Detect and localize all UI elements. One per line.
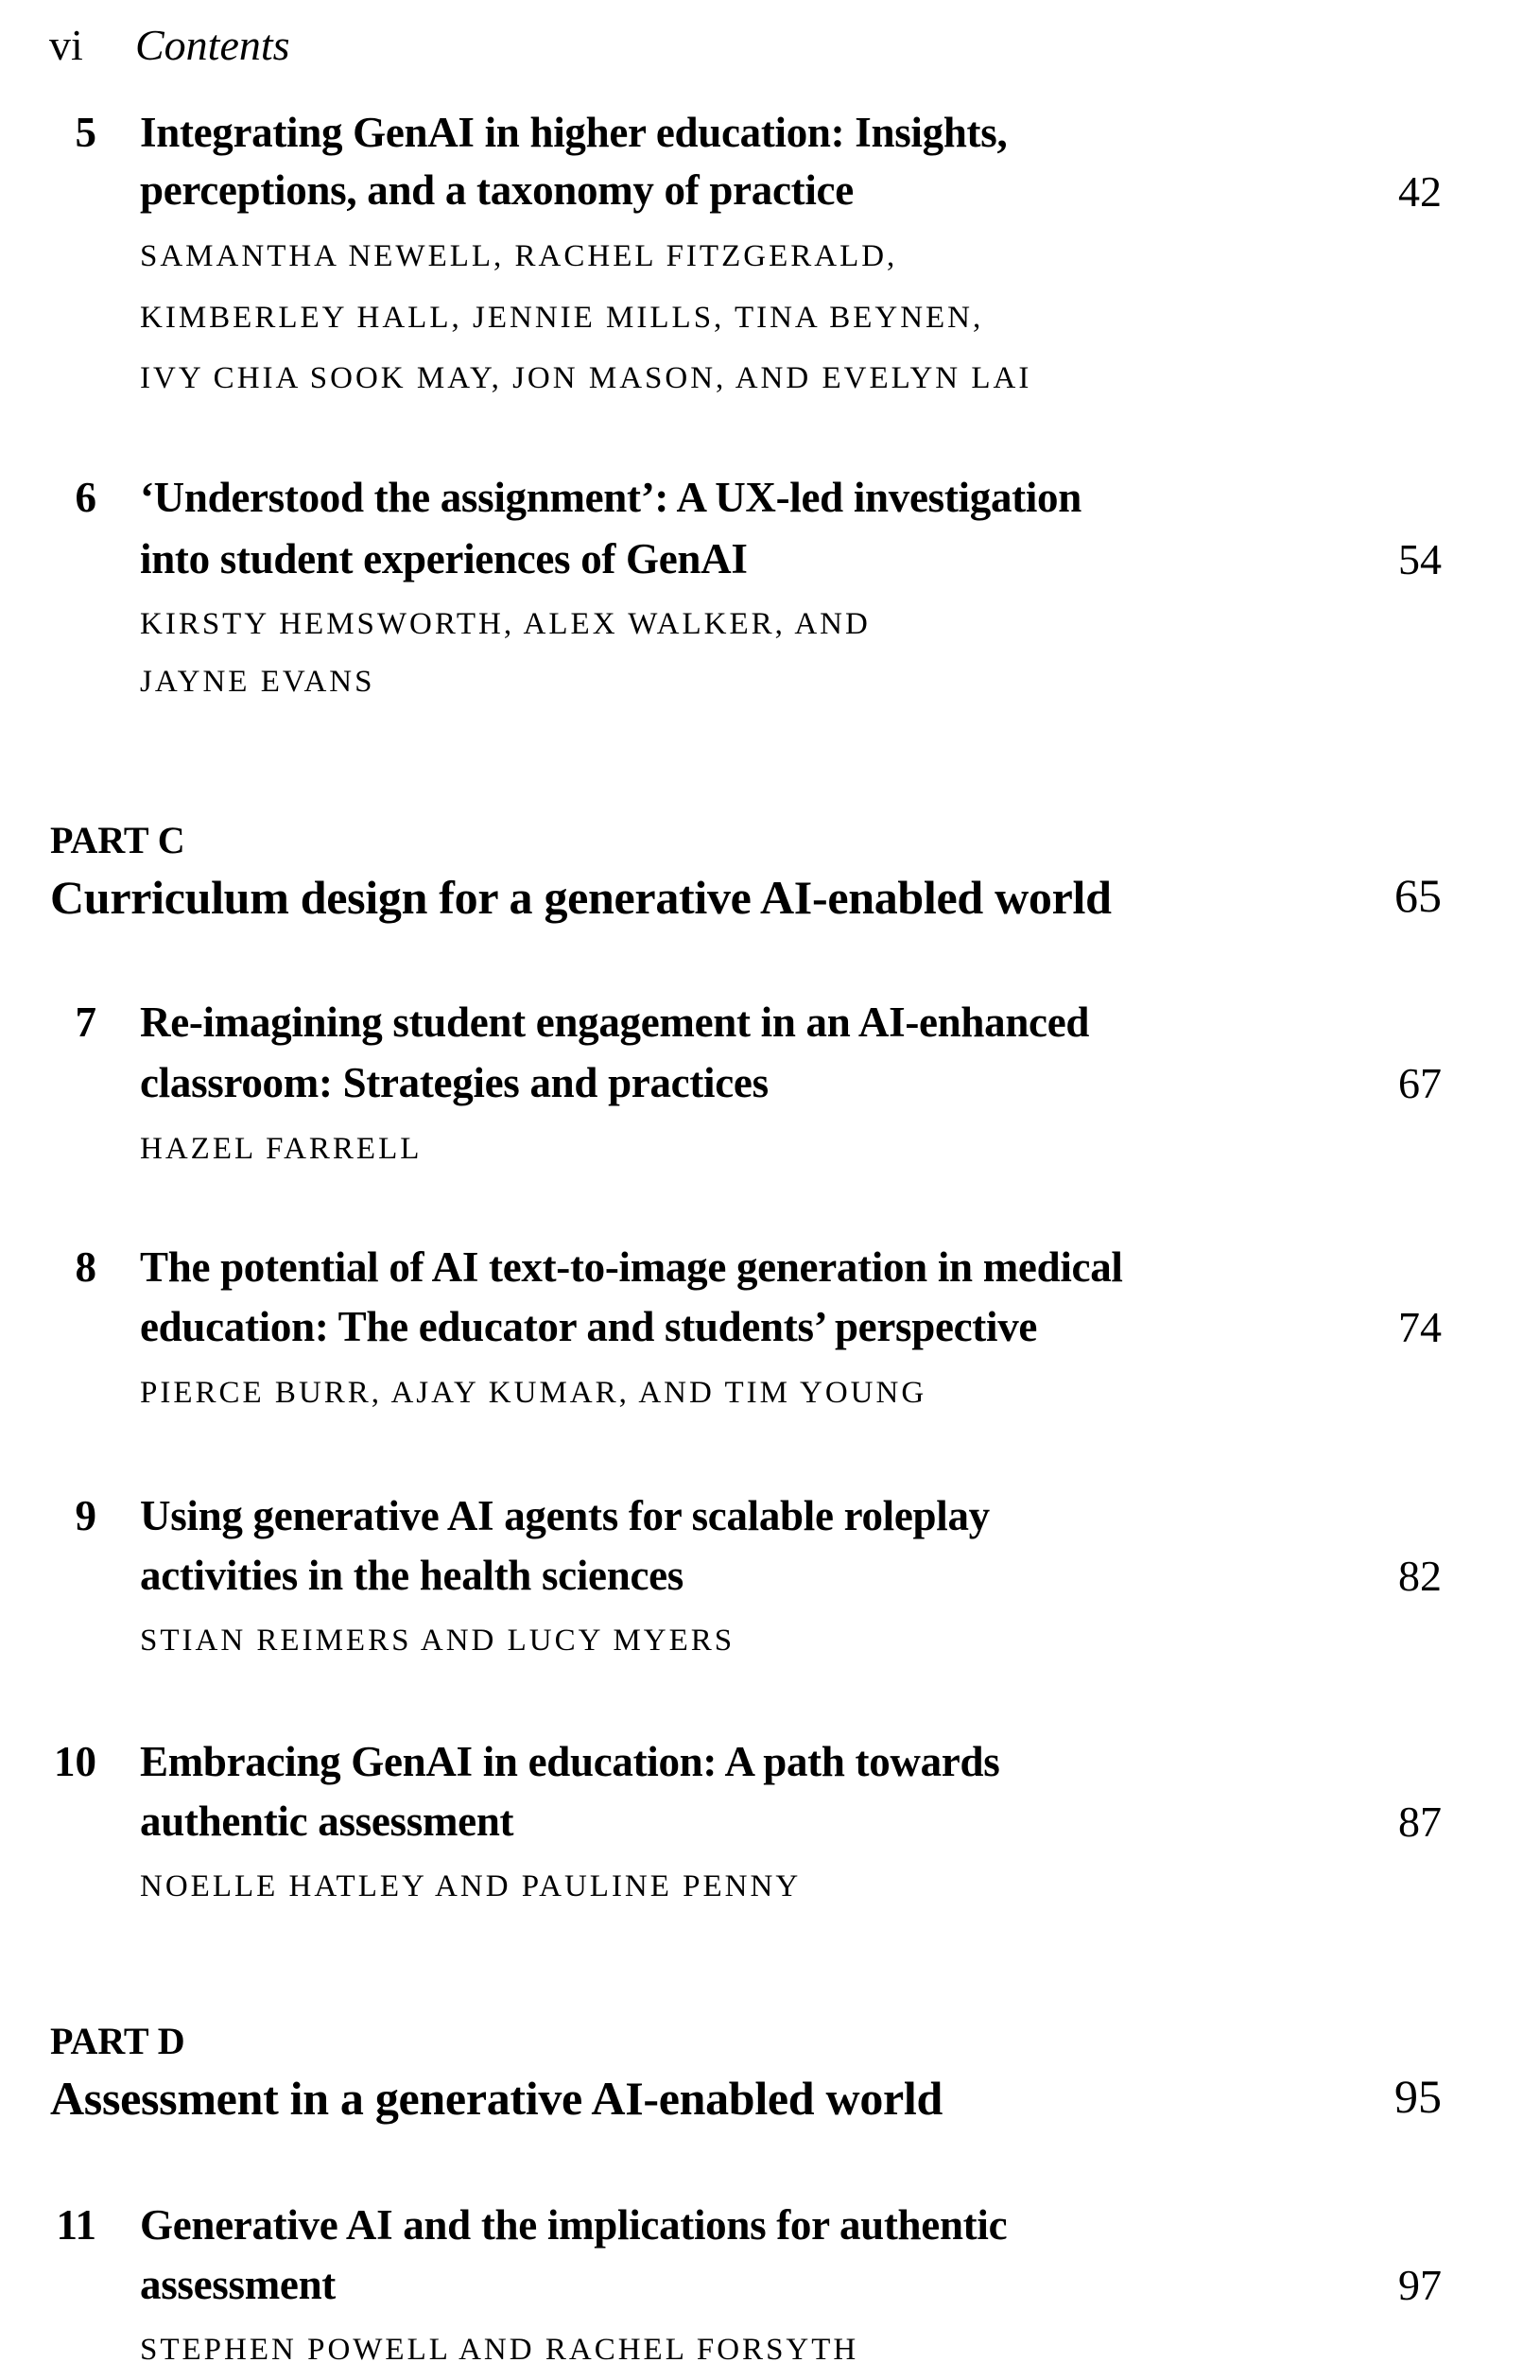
chapter-authors-line: STIAN REIMERS AND LUCY MYERS bbox=[140, 1624, 735, 1658]
chapter-number: 7 bbox=[75, 999, 96, 1046]
chapter-title-line[interactable]: assessment bbox=[140, 2261, 336, 2308]
running-title: Contents bbox=[135, 21, 290, 69]
chapter-page-number: 97 bbox=[1398, 2261, 1442, 2309]
chapter-page-number: 74 bbox=[1398, 1303, 1442, 1351]
chapter-authors-line: HAZEL FARRELL bbox=[140, 1132, 423, 1166]
part-page-number: 65 bbox=[1394, 869, 1442, 922]
chapter-page-number: 42 bbox=[1398, 167, 1442, 216]
chapter-page-number: 82 bbox=[1398, 1552, 1442, 1600]
chapter-title-line[interactable]: The potential of AI text-to-image generation in medical bbox=[140, 1243, 1123, 1291]
chapter-page-number: 67 bbox=[1398, 1059, 1442, 1107]
chapter-title-line[interactable]: activities in the health sciences bbox=[140, 1552, 684, 1599]
chapter-authors-line: STEPHEN POWELL AND RACHEL FORSYTH bbox=[140, 2333, 859, 2367]
chapter-authors-line: IVY CHIA SOOK MAY, JON MASON, AND EVELYN LAI bbox=[140, 361, 1032, 395]
chapter-title-line[interactable]: Re-imagining student engagement in an AI-enhanced bbox=[140, 999, 1090, 1046]
chapter-authors-line: SAMANTHA NEWELL, RACHEL FITZGERALD, bbox=[140, 239, 898, 273]
page-number-roman: vi bbox=[49, 21, 83, 69]
chapter-number: 10 bbox=[54, 1738, 96, 1785]
chapter-title-line[interactable]: perceptions, and a taxonomy of practice bbox=[140, 166, 854, 214]
chapter-number: 5 bbox=[75, 109, 96, 156]
chapter-number: 6 bbox=[75, 474, 96, 521]
chapter-number: 11 bbox=[56, 2201, 96, 2249]
chapter-page-number: 54 bbox=[1398, 535, 1442, 583]
part-title[interactable]: Curriculum design for a generative AI-enabled world bbox=[50, 871, 1112, 924]
chapter-authors-line: JAYNE EVANS bbox=[140, 665, 375, 699]
chapter-authors-line: KIMBERLEY HALL, JENNIE MILLS, TINA BEYNEN, bbox=[140, 301, 984, 335]
chapter-authors-line: NOELLE HATLEY AND PAULINE PENNY bbox=[140, 1869, 802, 1903]
chapter-number: 8 bbox=[75, 1243, 96, 1291]
part-label: PART D bbox=[50, 2020, 185, 2062]
part-title[interactable]: Assessment in a generative AI-enabled world bbox=[50, 2072, 943, 2125]
chapter-title-line[interactable]: authentic assessment bbox=[140, 1798, 514, 1845]
chapter-title-line[interactable]: Generative AI and the implications for authentic bbox=[140, 2201, 1008, 2249]
chapter-title-line[interactable]: Using generative AI agents for scalable roleplay bbox=[140, 1492, 990, 1539]
chapter-authors-line: KIRSTY HEMSWORTH, ALEX WALKER, AND bbox=[140, 607, 871, 641]
chapter-authors-line: PIERCE BURR, AJAY KUMAR, AND TIM YOUNG bbox=[140, 1376, 927, 1410]
chapter-title-line[interactable]: education: The educator and students’ perspective bbox=[140, 1303, 1038, 1350]
chapter-title-line[interactable]: ‘Understood the assignment’: A UX-led investigation bbox=[140, 474, 1081, 521]
part-page-number: 95 bbox=[1394, 2070, 1442, 2123]
part-label: PART C bbox=[50, 819, 185, 861]
chapter-number: 9 bbox=[75, 1492, 96, 1539]
chapter-title-line[interactable]: classroom: Strategies and practices bbox=[140, 1059, 769, 1106]
chapter-page-number: 87 bbox=[1398, 1798, 1442, 1846]
chapter-title-line[interactable]: Integrating GenAI in higher education: Insights, bbox=[140, 109, 1008, 156]
chapter-title-line[interactable]: Embracing GenAI in education: A path towards bbox=[140, 1738, 1000, 1785]
chapter-title-line[interactable]: into student experiences of GenAI bbox=[140, 535, 748, 582]
